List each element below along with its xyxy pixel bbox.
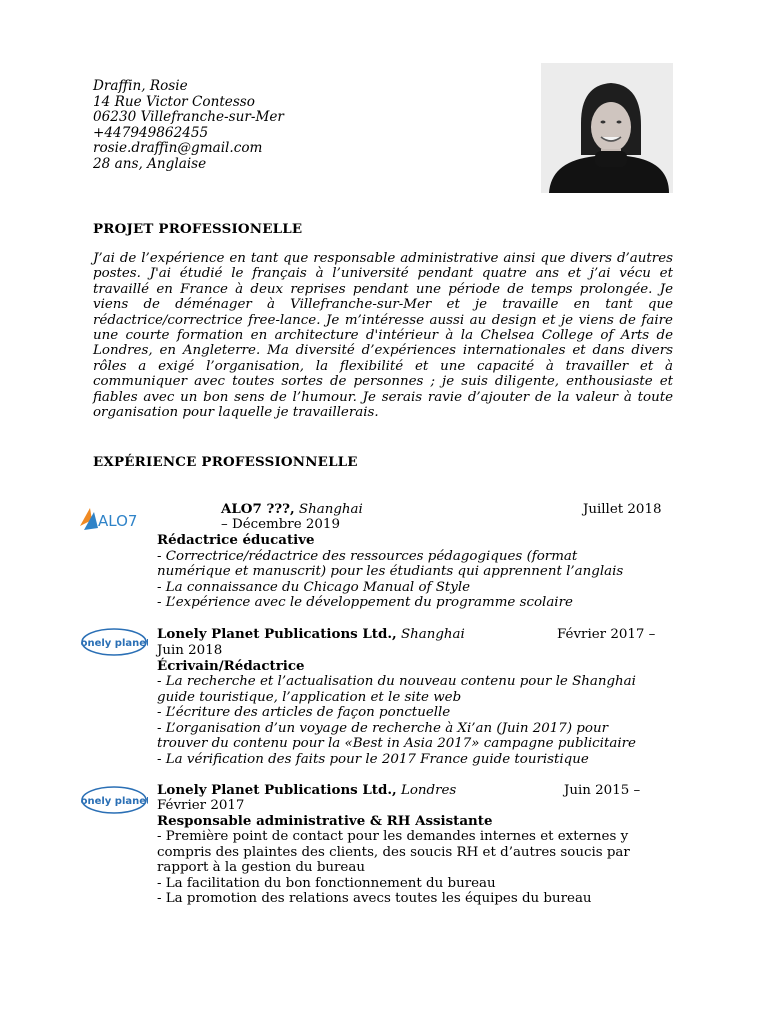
entry-lp-londres-header bbox=[157, 783, 456, 799]
entry-role: Rédactrice éducative bbox=[157, 532, 315, 548]
contact-phone: +447949862455 bbox=[93, 124, 209, 141]
entry-bullet: - Première point de contact pour les demandes internes et externes y bbox=[157, 829, 629, 844]
project-heading: PROJET PROFESSIONELLE bbox=[93, 221, 303, 237]
entry-role: Écrivain/Rédactrice bbox=[157, 657, 305, 674]
profile-photo bbox=[541, 63, 673, 193]
entry-company: Lonely Planet Publications Ltd., bbox=[157, 782, 397, 798]
alo7-logo-icon bbox=[78, 506, 150, 532]
entry-role: Responsable administrative & RH Assistante bbox=[157, 812, 493, 829]
entry-date-end: Février 2017 bbox=[157, 798, 245, 813]
lonely-planet-logo-text: lonely planet bbox=[80, 796, 148, 807]
entry-date-end: – Décembre 2019 bbox=[221, 517, 340, 532]
contact-city: 06230 Villefranche-sur-Mer bbox=[93, 109, 284, 125]
entry-bullet: numérique et manuscrit) pour les étudiants qui apprennent l’anglais bbox=[157, 564, 624, 579]
entry-date-end: Juin 2018 bbox=[157, 643, 223, 658]
contact-name: Draffin, Rosie bbox=[93, 78, 188, 94]
lonely-planet-logo bbox=[80, 627, 148, 657]
entry-company: Lonely Planet Publications Ltd., bbox=[157, 626, 397, 642]
lonely-planet-logo-icon bbox=[80, 785, 148, 815]
entry-bullet: - L’écriture des articles de façon ponctuelle bbox=[157, 705, 451, 720]
alo7-logo-text: ALO7 bbox=[98, 512, 138, 530]
entry-bullet: - La facilitation du bon fonctionnement du bureau bbox=[157, 875, 496, 891]
contact-street: 14 Rue Victor Contesso bbox=[93, 93, 255, 110]
entry-location: Shanghai bbox=[400, 627, 465, 642]
entry-date-start: Juillet 2018 bbox=[583, 502, 662, 517]
project-paragraph: J’ai de l’expérience en tant que responsable administrative ainsi que divers d’autres postes. J'ai étudié le français à l’université pendant quatre ans et j’ai vécu et travaillé en France à deux reprises pendant une période de temps prolongée. Je viens de déménager à Villefranche-sur-Mer et je travaille en tant que rédactrice/correctrice free-lance. Je m’intéresse aussi au design et je viens de faire une courte formation en architecture d'intérieur à la Chelsea College of Arts de Londres, en Angleterre. Ma diversité d’expériences internationales et dans divers rôles a exigé l’organisation, la flexibilité et une capacité à travailler et à communiquer avec toutes sortes de personnes ; je suis diligente, enthousiaste et fiables avec un bon sens de l’humour. Je serais ravie d’ajouter de la valeur à toute organisation pour laquelle je travaillerais. bbox=[93, 251, 673, 421]
entry-bullet: - La recherche et l’actualisation du nouveau contenu pour le Shanghai bbox=[157, 674, 636, 689]
lonely-planet-logo-text: lonely planet bbox=[80, 638, 148, 649]
experience-heading: EXPÉRIENCE PROFESSIONNELLE bbox=[93, 454, 358, 470]
entry-bullet: - La promotion des relations avecs toutes les équipes du bureau bbox=[157, 891, 592, 906]
entry-bullet: trouver du contenu pour la «Best in Asia 2017» campagne publicitaire bbox=[157, 736, 636, 751]
portrait-image bbox=[541, 63, 673, 193]
entry-location: Londres bbox=[400, 783, 457, 798]
entry-lp-shanghai-header bbox=[157, 627, 465, 643]
entry-bullet: compris des plaintes des clients, des soucis RH et d’autres soucis par bbox=[157, 844, 630, 860]
entry-bullet: - La connaissance du Chicago Manual of Style bbox=[157, 579, 471, 595]
entry-date-start: Février 2017 – bbox=[557, 627, 656, 642]
contact-email: rosie.draffin@gmail.com bbox=[93, 140, 263, 156]
lonely-planet-logo-icon bbox=[80, 627, 148, 657]
entry-bullet: - La vérification des faits pour le 2017 France guide touristique bbox=[157, 751, 589, 767]
entry-bullet: rapport à la gestion du bureau bbox=[157, 860, 365, 875]
contact-age-nationality: 28 ans, Anglaise bbox=[93, 155, 207, 172]
entry-company: ALO7 ???, bbox=[221, 501, 295, 517]
contact-block bbox=[93, 79, 284, 172]
entry-date-start: Juin 2015 – bbox=[564, 783, 641, 798]
entry-bullet: - Correctrice/rédactrice des ressources pédagogiques (format bbox=[157, 548, 578, 564]
lonely-planet-logo bbox=[80, 785, 148, 815]
entry-alo7-body bbox=[157, 533, 623, 611]
entry-lp-shanghai-body bbox=[157, 643, 636, 767]
entry-bullet: - L’expérience avec le développement du programme scolaire bbox=[157, 595, 573, 610]
entry-lp-londres-body bbox=[157, 798, 630, 907]
alo7-logo bbox=[78, 506, 150, 532]
entry-location: Shanghai bbox=[298, 502, 363, 517]
entry-bullet: - L’organisation d’un voyage de recherche à Xi’an (Juin 2017) pour bbox=[157, 720, 608, 736]
entry-bullet: guide touristique, l’application et le site web bbox=[157, 689, 462, 705]
